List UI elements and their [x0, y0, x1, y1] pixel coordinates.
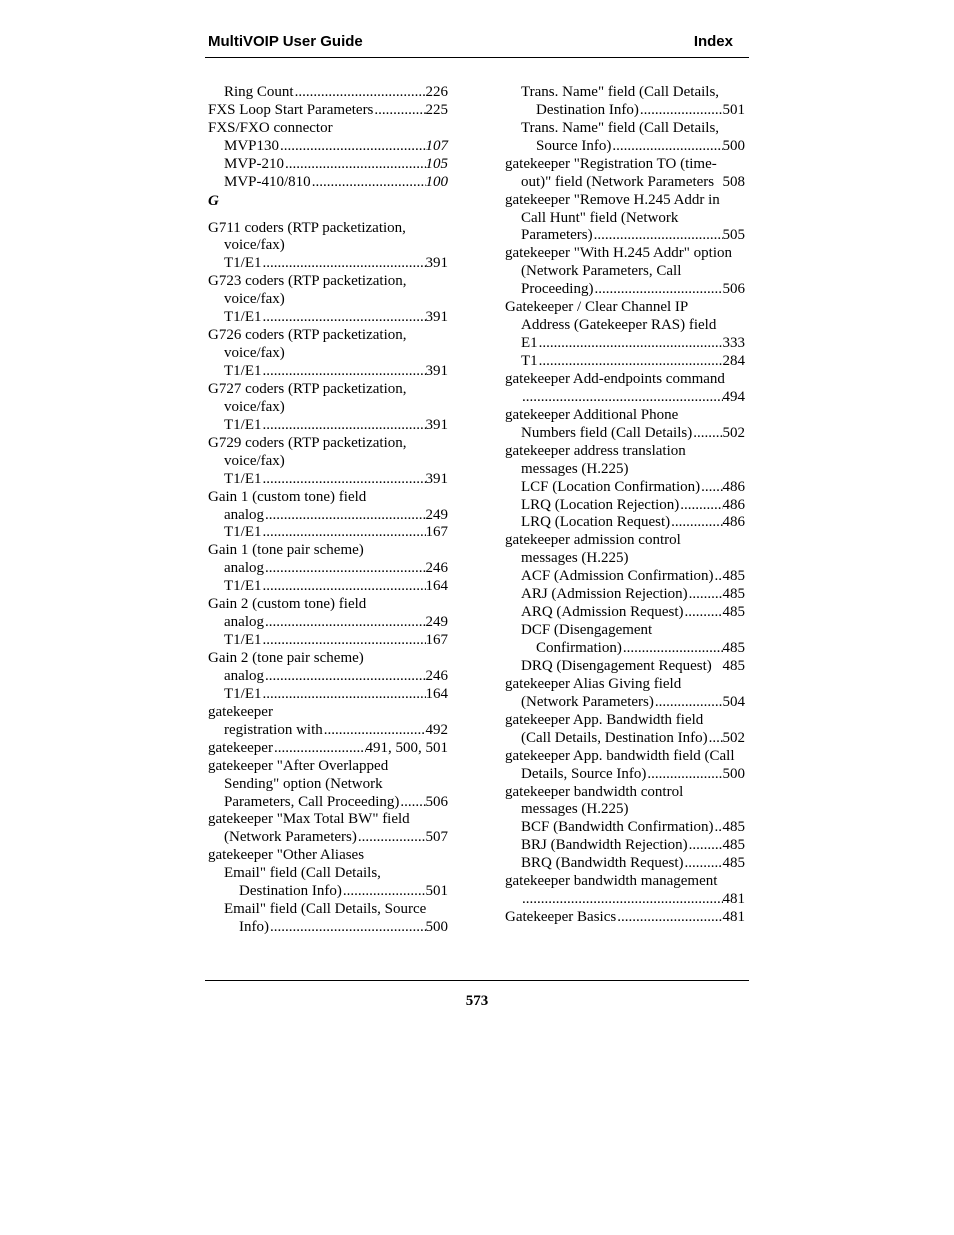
dot-leader: [279, 138, 425, 156]
index-entry-page: 164: [425, 685, 448, 702]
index-entry-term: ARQ (Admission Request): [521, 604, 684, 621]
index-entry-term: G711 coders (RTP packetization,: [208, 219, 406, 236]
index-entry-term: gatekeeper bandwidth management: [505, 873, 718, 890]
index-entry: [505, 299, 745, 317]
index-entry: [208, 220, 448, 238]
index-entry: [208, 84, 448, 102]
index-entry: [208, 596, 448, 614]
index-entry-term: Email" field (Call Details,: [224, 865, 381, 882]
index-entry-page: 100: [425, 173, 448, 190]
index-entry-term: FXS/FXO connector: [208, 119, 333, 136]
index-entry: [505, 891, 745, 909]
index-entry-term: DCF (Disengagement: [521, 622, 653, 639]
index-entry: [505, 694, 745, 712]
index-entry: [505, 210, 745, 228]
dot-leader: [692, 425, 722, 443]
index-column-left: [208, 84, 448, 937]
running-header-title: MultiVOIP User Guide: [208, 33, 363, 50]
index-entry-page: 284: [722, 353, 745, 370]
dot-leader: [357, 829, 426, 847]
dot-leader: [262, 686, 426, 704]
dot-leader: [611, 138, 722, 156]
index-entry: [208, 120, 448, 138]
index-entry: [505, 84, 745, 102]
index-entry: [505, 730, 745, 748]
index-entry: [505, 228, 745, 246]
index-entry: [505, 658, 745, 676]
index-entry-term: analog: [224, 667, 264, 684]
index-entry-term: Source Info): [536, 137, 612, 154]
dot-leader: [311, 174, 426, 192]
index-entry-page: 500: [722, 137, 745, 154]
dot-leader: [708, 730, 723, 748]
dot-leader: [342, 883, 426, 901]
dot-leader: [646, 766, 722, 784]
dot-leader: [684, 604, 723, 622]
index-entry: [208, 345, 448, 363]
index-entry: [208, 847, 448, 865]
index-entry-page: 391: [425, 470, 448, 487]
index-entry: [208, 238, 448, 256]
index-entry-page: 501: [722, 101, 745, 118]
index-entry: [208, 174, 448, 192]
index-entry-term: MVP130: [224, 137, 280, 154]
index-entry-page: 485: [722, 819, 745, 836]
index-column-right: [505, 84, 745, 927]
dot-leader: [269, 919, 426, 937]
index-entry: [208, 794, 448, 812]
index-entry: [505, 604, 745, 622]
index-entry: [505, 102, 745, 120]
index-entry-term: registration with: [224, 721, 323, 738]
index-entry-term: T1/E1: [224, 470, 262, 487]
index-entry-page: 167: [425, 524, 448, 541]
index-entry: [505, 174, 745, 192]
index-entry-term: Confirmation): [536, 640, 622, 657]
index-entry-term: voice/fax): [224, 291, 285, 308]
dot-leader: [688, 586, 723, 604]
dot-leader: [521, 891, 723, 909]
index-entry-page: 501: [425, 883, 448, 900]
dot-leader: [262, 578, 426, 596]
index-entry: [505, 766, 745, 784]
dot-leader: [714, 819, 723, 837]
index-entry: [208, 758, 448, 776]
index-entry: [208, 578, 448, 596]
dot-leader: [399, 794, 425, 812]
dot-leader: [679, 497, 722, 515]
index-entry: [505, 317, 745, 335]
dot-leader: [264, 668, 426, 686]
page-number: 573: [465, 993, 489, 1009]
index-entry-term: G729 coders (RTP packetization,: [208, 434, 407, 451]
index-entry-term: Destination Info): [536, 101, 639, 118]
index-entry: [208, 722, 448, 740]
header-rule: [205, 57, 749, 58]
index-entry-term: analog: [224, 506, 264, 523]
index-entry-page: 491, 500, 501: [365, 739, 448, 756]
index-entry-term: (Network Parameters): [521, 693, 654, 710]
index-entry-term: G727 coders (RTP packetization,: [208, 380, 407, 397]
index-entry: [505, 819, 745, 837]
index-entry-page: 485: [722, 640, 745, 657]
index-entry-term: E1: [521, 335, 538, 352]
index-entry-page: 504: [722, 693, 745, 710]
index-entry-page: 500: [425, 919, 448, 936]
index-entry: [208, 102, 448, 120]
index-entry: [208, 883, 448, 901]
index-entry: [208, 812, 448, 830]
index-entry: [208, 363, 448, 381]
index-entry-page: 492: [425, 721, 448, 738]
index-entry-page: 502: [722, 424, 745, 441]
index-entry: [208, 291, 448, 309]
index-entry: [505, 425, 745, 443]
index-entry-page: 485: [722, 855, 745, 872]
index-entry-term: messages (H.225): [521, 550, 629, 567]
dot-leader: [538, 335, 723, 353]
dot-leader: [639, 102, 723, 120]
index-entry-term: MVP-210: [224, 155, 285, 172]
index-entry-term: analog: [224, 560, 264, 577]
index-entry-term: Email" field (Call Details, Source: [224, 901, 427, 918]
footer-rule: [205, 980, 749, 981]
index-entry-term: Gain 2 (tone pair scheme): [208, 650, 364, 667]
index-entry-term: gatekeeper: [208, 703, 273, 720]
index-entry-page: 391: [425, 363, 448, 380]
dot-leader: [294, 84, 426, 102]
index-entry: [208, 919, 448, 937]
index-entry-term: messages (H.225): [521, 801, 629, 818]
running-header-section: Index: [693, 33, 733, 50]
index-entry-page: 391: [425, 255, 448, 272]
index-entry-term: BCF (Bandwidth Confirmation): [521, 819, 714, 836]
index-entry-page: 485: [722, 568, 745, 585]
index-entry: [208, 255, 448, 273]
index-entry: [505, 389, 745, 407]
index-entry-term: G726 coders (RTP packetization,: [208, 327, 407, 344]
index-entry-term: gatekeeper "Remove H.245 Addr in: [505, 191, 720, 208]
dot-leader: [622, 640, 723, 658]
index-entry-page: 486: [722, 514, 745, 531]
index-entry-term: Ring Count: [224, 83, 294, 100]
index-entry-page: 481: [722, 909, 745, 926]
index-entry-page: 506: [425, 793, 448, 810]
index-entry-page: 249: [425, 506, 448, 523]
dot-leader: [262, 632, 426, 650]
index-entry: [208, 901, 448, 919]
index-entry-term: LCF (Location Confirmation): [521, 478, 701, 495]
dot-leader: [323, 722, 426, 740]
index-entry-page: 226: [425, 83, 448, 100]
index-entry: [208, 829, 448, 847]
index-entry: [505, 192, 745, 210]
index-entry-term: gatekeeper address translation: [505, 442, 686, 459]
index-entry: [505, 837, 745, 855]
index-entry: [208, 865, 448, 883]
dot-leader: [262, 363, 426, 381]
dot-leader: [262, 471, 426, 489]
dot-leader: [264, 560, 426, 578]
index-entry-term: Trans. Name" field (Call Details,: [521, 119, 720, 136]
index-entry: [208, 632, 448, 650]
index-entry: [208, 156, 448, 174]
index-entry: [208, 435, 448, 453]
index-entry-term: G723 coders (RTP packetization,: [208, 273, 407, 290]
index-entry-page: 505: [722, 227, 745, 244]
index-entry-term: gatekeeper "With H.245 Addr" option: [505, 245, 733, 262]
index-entry-term: Destination Info): [239, 883, 342, 900]
index-entry-term: LRQ (Location Request): [521, 514, 671, 531]
index-entry: [505, 784, 745, 802]
index-entry: [208, 740, 448, 758]
index-entry: [505, 281, 745, 299]
index-entry: [505, 568, 745, 586]
index-entry: [505, 586, 745, 604]
index-entry-term: voice/fax): [224, 345, 285, 362]
index-entry: [505, 873, 745, 891]
dot-leader: [264, 614, 426, 632]
index-entry: [505, 748, 745, 766]
index-entry-page: 246: [425, 560, 448, 577]
dot-leader: [714, 568, 723, 586]
index-entry-term: T1/E1: [224, 309, 262, 326]
index-entry-term: gatekeeper bandwidth control: [505, 783, 684, 800]
index-entry-term: FXS Loop Start Parameters: [208, 101, 374, 118]
index-entry-page: 500: [722, 765, 745, 782]
index-entry-page: 391: [425, 416, 448, 433]
index-entry-term: gatekeeper App. bandwidth field (Call: [505, 747, 735, 764]
index-entry-page: 486: [722, 478, 745, 495]
index-entry-page: 494: [722, 388, 745, 405]
dot-leader: [538, 353, 723, 371]
index-entry: [208, 560, 448, 578]
index-entry: [505, 676, 745, 694]
index-entry: [505, 138, 745, 156]
index-entry-term: gatekeeper App. Bandwidth field: [505, 711, 704, 728]
index-entry-page: 249: [425, 614, 448, 631]
dot-leader: [593, 227, 723, 245]
index-entry-page: 167: [425, 632, 448, 649]
index-entry: [208, 417, 448, 435]
dot-leader: [284, 156, 425, 174]
index-entry-term: gatekeeper "Registration TO (time-: [505, 155, 717, 172]
index-entry: [505, 855, 745, 873]
index-entry-term: Gain 2 (custom tone) field: [208, 596, 367, 613]
index-entry-page: 246: [425, 667, 448, 684]
dot-leader: [264, 507, 426, 525]
index-entry: [208, 686, 448, 704]
index-entry-term: voice/fax): [224, 237, 285, 254]
index-entry: [208, 650, 448, 668]
index-entry: [505, 622, 745, 640]
index-entry: [505, 407, 745, 425]
index-entry-term: analog: [224, 614, 264, 631]
index-entry: [208, 489, 448, 507]
index-entry: [208, 776, 448, 794]
index-entry: [505, 120, 745, 138]
index-entry-page: 508: [722, 173, 745, 190]
index-entry: [505, 497, 745, 515]
dot-leader: [273, 740, 366, 758]
index-entry: [208, 309, 448, 327]
index-entry-page: 107: [425, 137, 448, 154]
dot-leader: [262, 417, 426, 435]
dot-leader: [521, 389, 723, 407]
index-entry: [505, 515, 745, 533]
index-entry-page: 485: [722, 657, 745, 674]
index-entry-term: Proceeding): [521, 281, 594, 298]
index-entry-term: out)" field (Network Parameters: [521, 173, 715, 190]
index-entry: [505, 640, 745, 658]
index-entry-term: BRQ (Bandwidth Request): [521, 855, 684, 872]
index-entry: [505, 712, 745, 730]
index-entry: [505, 532, 745, 550]
index-entry-page: 485: [722, 586, 745, 603]
index-entry-term: gatekeeper Add-endpoints command: [505, 370, 725, 387]
index-entry-term: messages (H.225): [521, 460, 629, 477]
index-entry-term: Info): [239, 919, 269, 936]
index-entry: [208, 453, 448, 471]
index-entry: [208, 327, 448, 345]
index-entry-term: gatekeeper Alias Giving field: [505, 675, 682, 692]
dot-leader: [262, 524, 426, 542]
index-entry: [505, 371, 745, 389]
index-entry-term: gatekeeper "Max Total BW" field: [208, 811, 410, 828]
index-entry-page: 105: [425, 155, 448, 172]
index-entry-term: Call Hunt" field (Network: [521, 209, 679, 226]
index-entry: [208, 704, 448, 722]
index-entry-term: ARJ (Admission Rejection): [521, 586, 688, 603]
index-entry-page: 225: [425, 101, 448, 118]
index-entry-page: 485: [722, 604, 745, 621]
index-entry-term: T1/E1: [224, 255, 262, 272]
index-entry: [505, 479, 745, 497]
dot-leader: [700, 479, 722, 497]
index-entry: [208, 399, 448, 417]
index-entry: [208, 273, 448, 291]
index-entry-term: gatekeeper admission control: [505, 532, 681, 549]
index-entry-term: voice/fax): [224, 452, 285, 469]
index-entry-term: Sending" option (Network: [224, 775, 383, 792]
index-entry-page: 391: [425, 309, 448, 326]
index-entry-term: T1/E1: [224, 524, 262, 541]
index-entry-term: Parameters): [521, 227, 593, 244]
index-entry-term: T1/E1: [224, 416, 262, 433]
index-entry: [505, 245, 745, 263]
index-entry-term: voice/fax): [224, 398, 285, 415]
index-entry-term: T1/E1: [224, 578, 262, 595]
index-entry-page: 164: [425, 578, 448, 595]
index-entry-term: T1/E1: [224, 363, 262, 380]
index-entry-term: Parameters, Call Proceeding): [224, 793, 400, 810]
index-entry-term: Numbers field (Call Details): [521, 424, 693, 441]
index-entry-page: 502: [722, 729, 745, 746]
index-entry-term: BRJ (Bandwidth Rejection): [521, 837, 688, 854]
index-entry-term: gatekeeper "After Overlapped: [208, 757, 389, 774]
index-entry-term: T1/E1: [224, 632, 262, 649]
dot-leader: [616, 909, 722, 927]
index-entry-term: T1: [521, 353, 538, 370]
index-entry-page: 506: [722, 281, 745, 298]
index-entry: [208, 471, 448, 489]
index-entry-page: 507: [425, 829, 448, 846]
index-entry-term: Address (Gatekeeper RAS) field: [521, 317, 717, 334]
index-entry-term: (Network Parameters, Call: [521, 263, 682, 280]
index-entry-term: gatekeeper "Other Aliases: [208, 847, 365, 864]
index-entry: [505, 909, 745, 927]
index-entry: [208, 668, 448, 686]
index-entry-term: (Call Details, Destination Info): [521, 729, 708, 746]
dot-leader: [654, 694, 723, 712]
index-entry-term: T1/E1: [224, 685, 262, 702]
dot-leader: [688, 837, 723, 855]
index-entry-term: Gain 1 (custom tone) field: [208, 488, 367, 505]
index-entry-term: (Network Parameters): [224, 829, 357, 846]
index-entry: [505, 550, 745, 568]
index-letter-heading: G: [208, 192, 219, 209]
index-entry-term: Details, Source Info): [521, 765, 647, 782]
index-entry: [505, 156, 745, 174]
index-entry-term: DRQ (Disengagement Request): [521, 657, 712, 674]
index-entry: [208, 381, 448, 399]
dot-leader: [262, 255, 426, 273]
dot-leader: [670, 514, 722, 532]
index-entry-page: 485: [722, 837, 745, 854]
index-entry: [505, 335, 745, 353]
index-entry-term: Gain 1 (tone pair scheme): [208, 542, 364, 559]
index-entry: [505, 802, 745, 820]
index-entry-term: MVP-410/810: [224, 173, 311, 190]
index-entry-term: LRQ (Location Rejection): [521, 496, 680, 513]
index-entry-term: Trans. Name" field (Call Details,: [521, 83, 720, 100]
index-entry: [505, 443, 745, 461]
dot-leader: [262, 309, 426, 327]
index-entry-term: ACF (Admission Confirmation): [521, 568, 714, 585]
index-entry-term: gatekeeper: [208, 739, 273, 756]
index-entry-term: Gatekeeper / Clear Channel IP: [505, 299, 689, 316]
index-entry: [208, 542, 448, 560]
index-entry-page: 486: [722, 496, 745, 513]
index-entry-term: Gatekeeper Basics: [505, 909, 617, 926]
index-entry: [505, 461, 745, 479]
index-entry: [208, 525, 448, 543]
index-entry: [208, 614, 448, 632]
index-entry: [208, 507, 448, 525]
index-entry-term: gatekeeper Additional Phone: [505, 406, 679, 423]
index-entry: [208, 138, 448, 156]
dot-leader: [593, 281, 722, 299]
index-entry-page: 333: [722, 335, 745, 352]
index-entry-page: 481: [722, 891, 745, 908]
index-entry: [505, 353, 745, 371]
dot-leader: [684, 855, 723, 873]
dot-leader: [373, 102, 425, 120]
index-entry: [505, 263, 745, 281]
